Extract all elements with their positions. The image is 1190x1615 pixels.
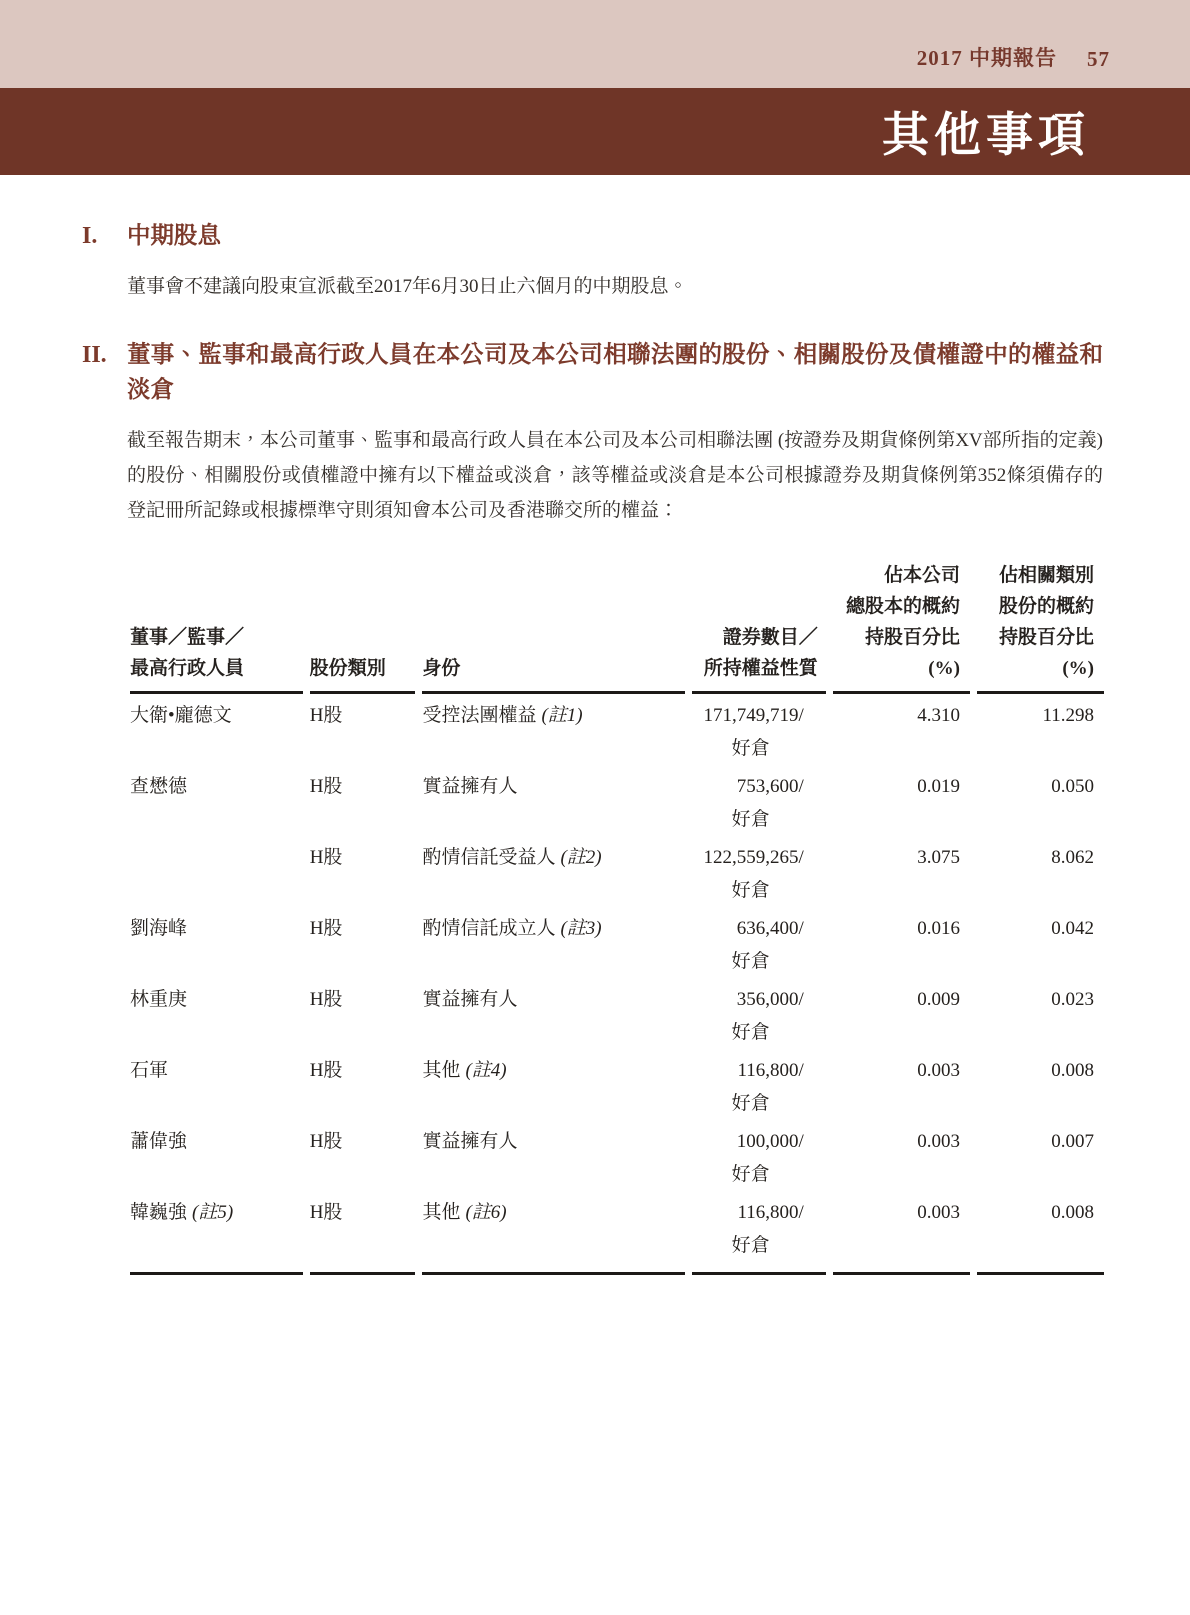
table-row xyxy=(130,1049,1104,1120)
capacity: 其他 xyxy=(422,1202,461,1223)
pct-class: 0.008 xyxy=(1051,1060,1094,1081)
chapter-banner xyxy=(0,88,1190,175)
page-number: 57 xyxy=(1087,47,1110,71)
capacity: 其他 xyxy=(422,1060,461,1081)
section-numeral: II. xyxy=(82,342,107,368)
name-note: (註5) xyxy=(192,1202,234,1223)
col-header-director: 董事／監事／ 最高行政人員 xyxy=(130,560,303,694)
pct-company: 0.003 xyxy=(833,1191,970,1275)
securities-number: 636,400/ xyxy=(736,918,804,939)
securities-number: 116,800/ xyxy=(737,1060,804,1081)
share-class: H股 xyxy=(309,918,343,939)
capacity-note: (註4) xyxy=(465,1060,507,1081)
director-name: 大衛•龐德文 xyxy=(130,705,232,726)
share-class: H股 xyxy=(309,1060,343,1081)
pct-class: 0.008 xyxy=(977,1191,1104,1275)
capacity: 受控法團權益 xyxy=(422,705,537,726)
directors-holdings-table xyxy=(123,560,1111,1275)
capacity: 實益擁有人 xyxy=(422,989,518,1010)
position-type: 好倉 xyxy=(731,809,770,830)
share-class: H股 xyxy=(309,776,343,797)
pct-company: 0.003 xyxy=(917,1131,960,1152)
capacity-note: (註6) xyxy=(465,1202,507,1223)
table-row xyxy=(130,765,1104,836)
director-name: 劉海峰 xyxy=(130,918,188,939)
table-row xyxy=(130,907,1104,978)
director-name: 韓巍強 xyxy=(130,1202,188,1223)
securities-number: 356,000/ xyxy=(736,989,804,1010)
report-title: 2017 中期報告 xyxy=(916,46,1057,70)
pct-class: 0.042 xyxy=(1051,918,1094,939)
table-body xyxy=(130,694,1104,1275)
pct-class: 0.007 xyxy=(1051,1131,1094,1152)
share-class: H股 xyxy=(309,847,343,868)
col-header-pct-class: 佔相關類別 股份的概約 持股百分比 (%) xyxy=(977,560,1104,694)
securities-number: 116,800/ xyxy=(737,1202,804,1223)
table-row xyxy=(130,1191,1104,1275)
securities-number: 171,749,719/ xyxy=(703,705,804,726)
table-row xyxy=(130,694,1104,765)
pct-class: 0.050 xyxy=(1051,776,1094,797)
position-type: 好倉 xyxy=(731,1164,770,1185)
share-class: H股 xyxy=(309,705,343,726)
pct-class: 8.062 xyxy=(1051,847,1094,868)
pct-company: 0.016 xyxy=(917,918,960,939)
col-header-capacity: 身份 xyxy=(422,560,684,694)
securities-number: 100,000/ xyxy=(736,1131,804,1152)
capacity: 實益擁有人 xyxy=(422,1131,518,1152)
capacity-note: (註2) xyxy=(560,847,602,868)
col-header-pct-company: 佔本公司 總股本的概約 持股百分比 (%) xyxy=(833,560,970,694)
position-type: 好倉 xyxy=(731,1022,770,1043)
share-class: H股 xyxy=(309,989,343,1010)
securities-number: 122,559,265/ xyxy=(703,847,804,868)
securities-number: 753,600/ xyxy=(736,776,804,797)
section-interim-dividend-body: 董事會不建議向股東宣派截至2017年6月30日止六個月的中期股息。 xyxy=(127,276,688,297)
table-row xyxy=(130,836,1104,907)
position-type: 好倉 xyxy=(731,1235,770,1256)
share-class: H股 xyxy=(310,1191,416,1275)
page-header-strip xyxy=(0,0,1190,88)
table-header xyxy=(130,560,1104,694)
section-title: 董事、監事和最高行政人員在本公司及本公司相聯法團的股份、相關股份及債權證中的權益和淡倉 xyxy=(127,342,1103,403)
col-header-securities: 證券數目／ 所持權益性質 xyxy=(692,560,826,694)
director-name: 蕭偉強 xyxy=(130,1131,188,1152)
section-interim-dividend-heading xyxy=(82,219,1103,254)
pct-class: 11.298 xyxy=(1042,705,1094,726)
section-title: 中期股息 xyxy=(127,223,221,249)
pct-company: 3.075 xyxy=(917,847,960,868)
section-numeral: I. xyxy=(82,223,98,249)
page-content xyxy=(0,219,1190,1275)
position-type: 好倉 xyxy=(731,951,770,972)
pct-company: 4.310 xyxy=(917,705,960,726)
table-row xyxy=(130,1120,1104,1191)
capacity: 實益擁有人 xyxy=(422,776,518,797)
capacity: 酌情信託受益人 xyxy=(422,847,556,868)
position-type: 好倉 xyxy=(731,1093,770,1114)
pct-company: 0.019 xyxy=(917,776,960,797)
pct-company: 0.009 xyxy=(917,989,960,1010)
position-type: 好倉 xyxy=(731,738,770,759)
capacity-note: (註1) xyxy=(541,705,583,726)
share-class: H股 xyxy=(309,1131,343,1152)
pct-class: 0.023 xyxy=(1051,989,1094,1010)
pct-company: 0.003 xyxy=(917,1060,960,1081)
chapter-title: 其他事項 xyxy=(882,110,1090,162)
capacity-note: (註3) xyxy=(560,918,602,939)
section-directors-interests-body: 截至報告期末，本公司董事、監事和最高行政人員在本公司及本公司相聯法團 (按證券及期貨條例第XV部所指的定義) 的股份、相關股份或債權證中擁有以下權益或淡倉，該等權益或淡倉是本公司根據證券及期貨條例第352條須備存的登記冊所記錄或根據標準守則須知會本公司及香港聯交所的權益： xyxy=(127,430,1103,521)
director-name: 林重庚 xyxy=(130,989,188,1010)
table-row xyxy=(130,978,1104,1049)
section-directors-interests-heading xyxy=(82,338,1103,408)
col-header-share-class: 股份類別 xyxy=(310,560,416,694)
director-name: 查懋德 xyxy=(130,776,188,797)
position-type: 好倉 xyxy=(731,880,770,901)
director-name: 石軍 xyxy=(130,1060,169,1081)
capacity: 酌情信託成立人 xyxy=(422,918,556,939)
